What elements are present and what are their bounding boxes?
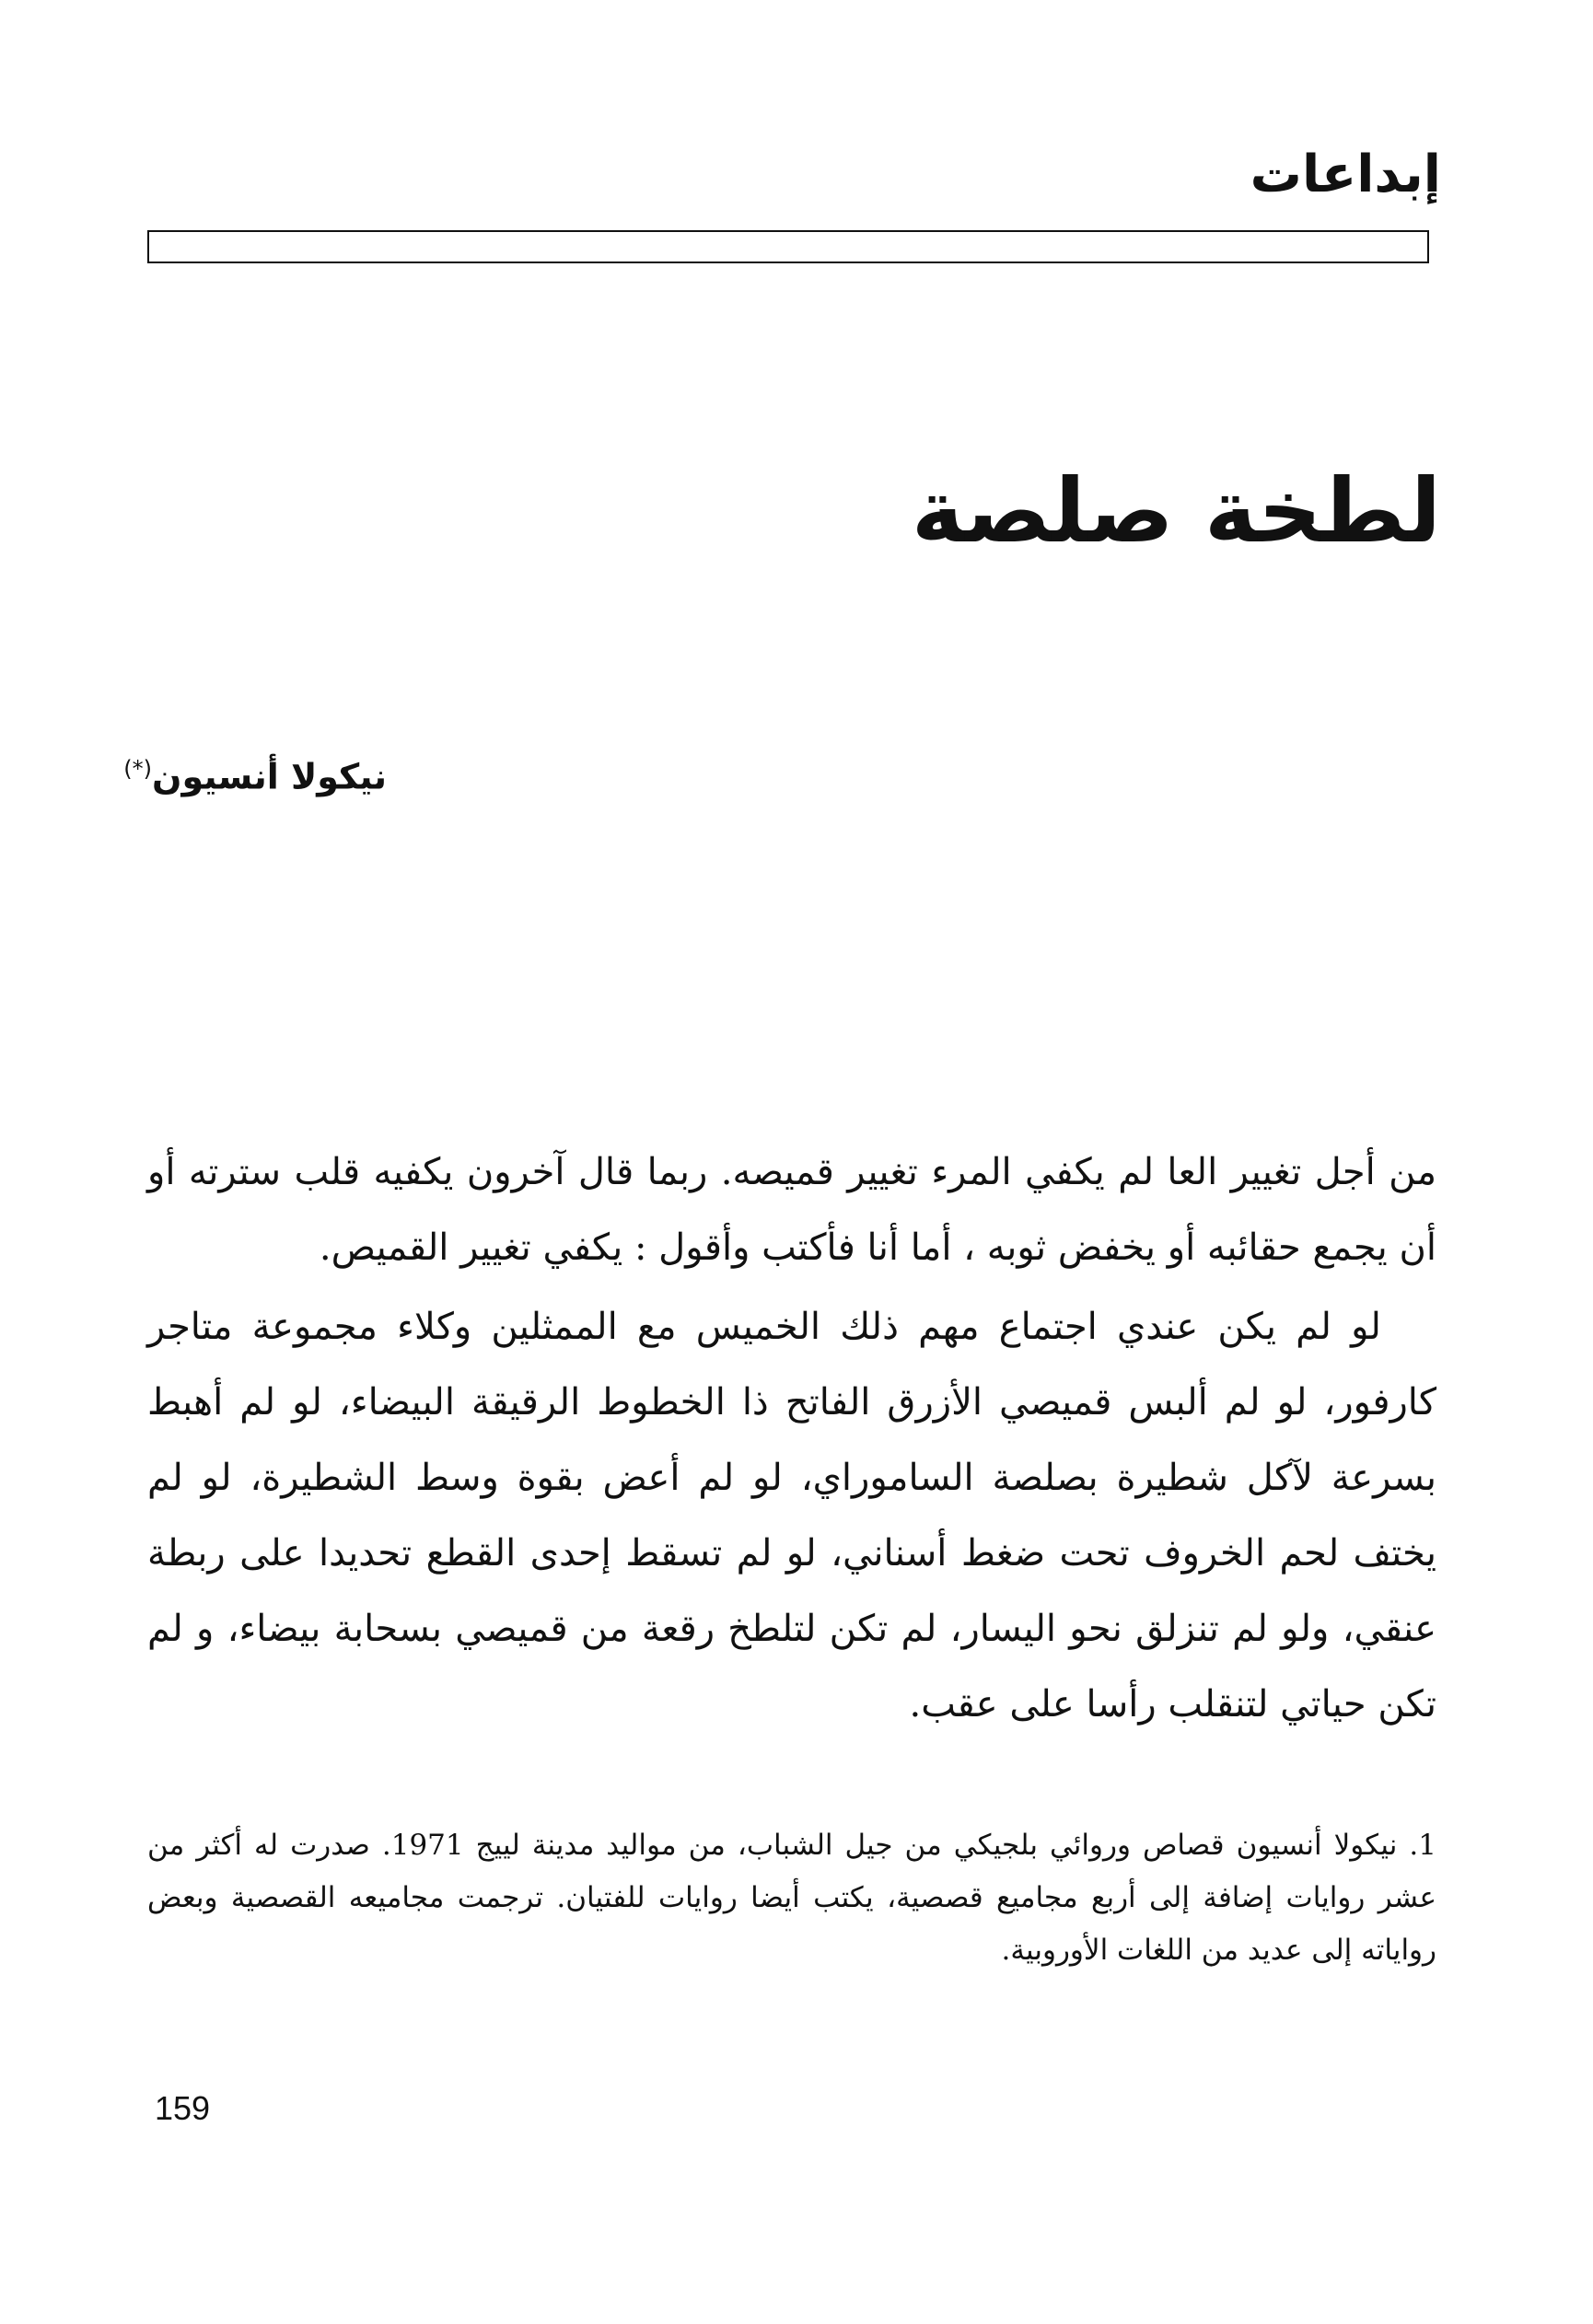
section-header: إبداعات (1250, 145, 1441, 204)
author-line (123, 741, 387, 805)
author-name: نيكولا أنسيون (152, 756, 387, 797)
body-paragraph: من أجل تغيير العا لم يكفي المرء تغيير قميصه. ربما قال آخرون يكفيه قلب سترته أو أن يجمع حقائبه أو يخفض ثوبه ، أما أنا فأكتب وأقول : يكفي تغيير القميص. (147, 1151, 1436, 1269)
body-paragraph: لو لم يكن عندي اجتماع مهم ذلك الخميس مع الممثلين وكلاء مجموعة متاجر كارفور، لو لم ألبس قميصي الأزرق الفاتح ذا الخطوط الرقيقة البيضاء، لو لم أهبط بسرعة لآكل شطيرة بصلصة الساموراي، لو لم أعض بقوة وسط الشطيرة، لو لم يختف لحم الخروف تحت ضغط أسناني، لو لم تسقط إحدى القطع تحديدا على ربطة عنقي، ولو لم تنزلق نحو اليسار، لم تكن لتلطخ رقعة من قميصي بسحابة بيضاء، و لم تكن حياتي لتنقلب رأسا على عقب. (147, 1306, 1436, 1726)
page-number: 159 (155, 2089, 211, 2127)
author-footnote-marker: (*) (123, 756, 153, 782)
footnote: 1. نيكولا أنسيون قصاص وروائي بلجيكي من جيل الشباب، من مواليد مدينة لييج 1971. صدرت له أكثر من عشر روايات إضافة إلى أربع مجاميع قصصية، يكتب أيضا روايات للفتيان. ترجمت مجاميعه القصصية وبعض رواياته إلى عديد من اللغات الأوروبية. (147, 1829, 1436, 1967)
header-rule-box (147, 230, 1429, 263)
story-title: لطخة صلصة (911, 459, 1441, 563)
